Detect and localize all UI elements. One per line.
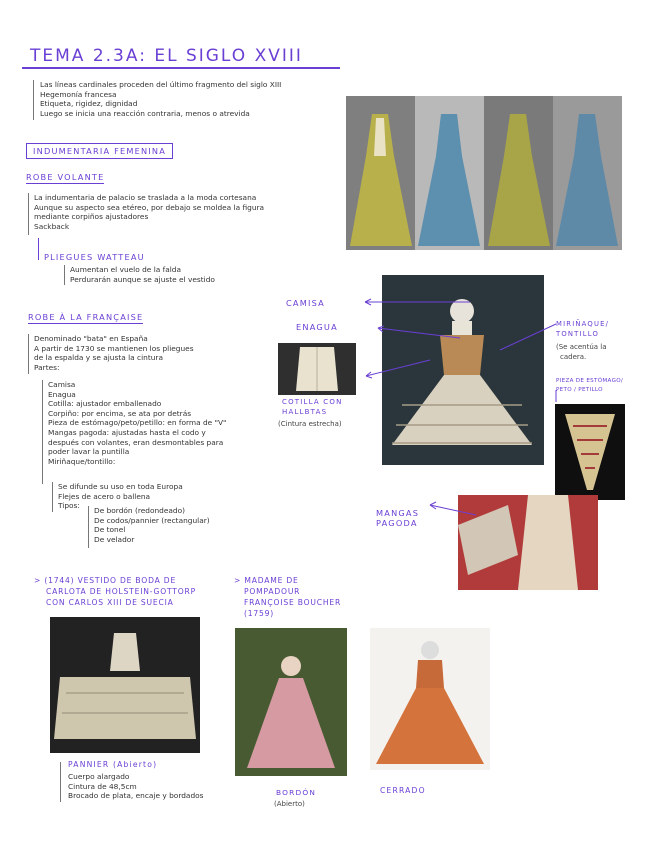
section-heading-indumentaria: INDUMENTARIA FEMENINA — [26, 143, 173, 159]
intro-item: Etiqueta, rigidez, dignidad — [40, 99, 138, 109]
boda-item: Brocado de plata, encaje y bordados — [68, 791, 204, 801]
pannier-tree-line — [60, 762, 61, 802]
enagua-label: ENAGUA — [296, 322, 338, 332]
tipos-tree-line — [88, 506, 89, 548]
pompadour-painting — [235, 628, 347, 776]
parts-tree-line — [42, 380, 43, 484]
robe-volante-heading: ROBE VOLANTE — [26, 172, 105, 182]
cerrado-dress-photo — [370, 628, 490, 770]
part-item: Cotilla: ajustador emballenado — [48, 399, 162, 409]
boda-item: Cintura de 48,5cm — [68, 781, 137, 791]
part-item: después con volantes, eran desmontables para — [48, 437, 224, 447]
tipo-item: De codos/pannier (rectangular) — [94, 515, 210, 525]
intro-item: Las líneas cardinales proceden del último fragmento del siglo XIII — [40, 80, 282, 89]
mirinaque-label-2: TONTILLO — [556, 330, 600, 338]
mirinaque-note-1: (Se acentúa la — [556, 343, 607, 351]
tipo-item: De tonel — [94, 525, 126, 535]
title-underline — [22, 67, 340, 69]
watteau-item: Perdurarán aunque se ajuste el vestido — [70, 274, 215, 284]
robe-francaise-tree-line — [28, 334, 29, 374]
robe-francaise-list — [34, 334, 194, 372]
robe-francaise-heading: ROBE À LA FRANÇAISE — [28, 312, 144, 322]
annotation-arrows — [270, 290, 570, 520]
peto-label-2: PETO / PETILLO — [556, 387, 603, 393]
parts-list — [48, 380, 226, 466]
robe-volante-item: mediante corpiños ajustadores — [34, 212, 149, 222]
wedding-dress-photo — [50, 617, 200, 753]
boda-caption-1: > (1744) VESTIDO DE BODA DE — [34, 576, 177, 585]
pannier-label: PANNIER (Abierto) — [68, 760, 158, 769]
mirinaque-item: Tipos: — [58, 501, 80, 511]
part-item: Corpiño: por encima, se ata por detrás — [48, 408, 192, 418]
intro-tree-line — [33, 80, 34, 120]
watteau-tree-line — [64, 265, 65, 285]
robe-francaise-item: Denominado "bata" en España — [34, 334, 148, 343]
part-item: Camisa — [48, 380, 76, 389]
watteau-heading: PLIEGUES WATTEAU — [44, 252, 145, 262]
cotilla-label-2: HALLBTAS — [282, 408, 328, 416]
part-item: Miriñaque/tontillo: — [48, 456, 116, 466]
intro-item: Luego se inicia una reacción contraria, menos o atrevida — [40, 108, 250, 118]
robe-volante-list — [34, 193, 264, 231]
mangas-label-1: MANGAS — [376, 508, 420, 518]
mirinaque-note-2: cadera. — [560, 353, 587, 361]
robe-volante-item: La indumentaria de palacio se traslada a la moda cortesana — [34, 193, 257, 202]
cerrado-label: CERRADO — [380, 786, 426, 795]
mirinaque-tree-line — [52, 482, 53, 512]
mangas-label-2: PAGODA — [376, 518, 418, 528]
boda-list — [68, 772, 204, 801]
watteau-item: Aumentan el vuelo de la falda — [70, 265, 182, 274]
page-title: TEMA 2.3A: EL SIGLO XVIII — [30, 46, 303, 66]
robe-volante-photo — [346, 96, 622, 250]
part-item: Mangas pagoda: ajustadas hasta el codo y — [48, 427, 206, 437]
mirinaque-item: Flejes de acero o ballena — [58, 491, 151, 501]
watteau-connector — [38, 238, 39, 260]
cotilla-note: (Cintura estrecha) — [278, 420, 342, 428]
robe-volante-item: Aunque su aspecto sea etéreo, por debajo se moldea la figura — [34, 202, 265, 212]
cotilla-label-1: COTILLA CON — [282, 398, 343, 406]
intro-list — [40, 80, 281, 118]
robe-francaise-item: A partir de 1730 se mantienen los pliegues — [34, 343, 194, 353]
mirinaque-item: Se difunde su uso en toda Europa — [58, 482, 183, 491]
tipo-item: De bordón (redondeado) — [94, 506, 186, 515]
part-item: poder lavar la puntilla — [48, 447, 130, 457]
boda-caption-3: CON CARLOS XIII DE SUECIA — [46, 598, 174, 607]
intro-item: Hegemonía francesa — [40, 89, 117, 99]
boda-caption-2: CARLOTA DE HOLSTEIN-GOTTORP — [46, 587, 196, 596]
boda-item: Cuerpo alargado — [68, 772, 130, 781]
camisa-label: CAMISA — [286, 298, 325, 308]
robe-volante-tree-line — [28, 193, 29, 235]
tipo-item: De velador — [94, 534, 135, 544]
robe-francaise-item: Partes: — [34, 362, 60, 372]
bordon-note: (Abierto) — [274, 800, 305, 808]
peto-label-1: PIEZA DE ESTÓMAGO/ — [556, 378, 624, 384]
robe-volante-item: Sackback — [34, 221, 70, 231]
part-item: Pieza de estómago/peto/petillo: en forma de "V" — [48, 418, 227, 428]
part-item: Enagua — [48, 389, 76, 399]
madame-caption-3: FRANÇOISE BOUCHER — [244, 598, 342, 607]
tipos-list — [94, 506, 210, 544]
watteau-list — [70, 265, 215, 284]
madame-caption-4: (1759) — [244, 609, 275, 618]
bordon-label: BORDÓN — [276, 788, 317, 797]
madame-caption-1: > MADAME DE — [234, 576, 299, 585]
mirinaque-label-1: MIRIÑAQUE/ — [556, 320, 610, 328]
madame-caption-2: POMPADOUR — [244, 587, 301, 596]
robe-francaise-item: de la espalda y se ajusta la cintura — [34, 353, 164, 363]
